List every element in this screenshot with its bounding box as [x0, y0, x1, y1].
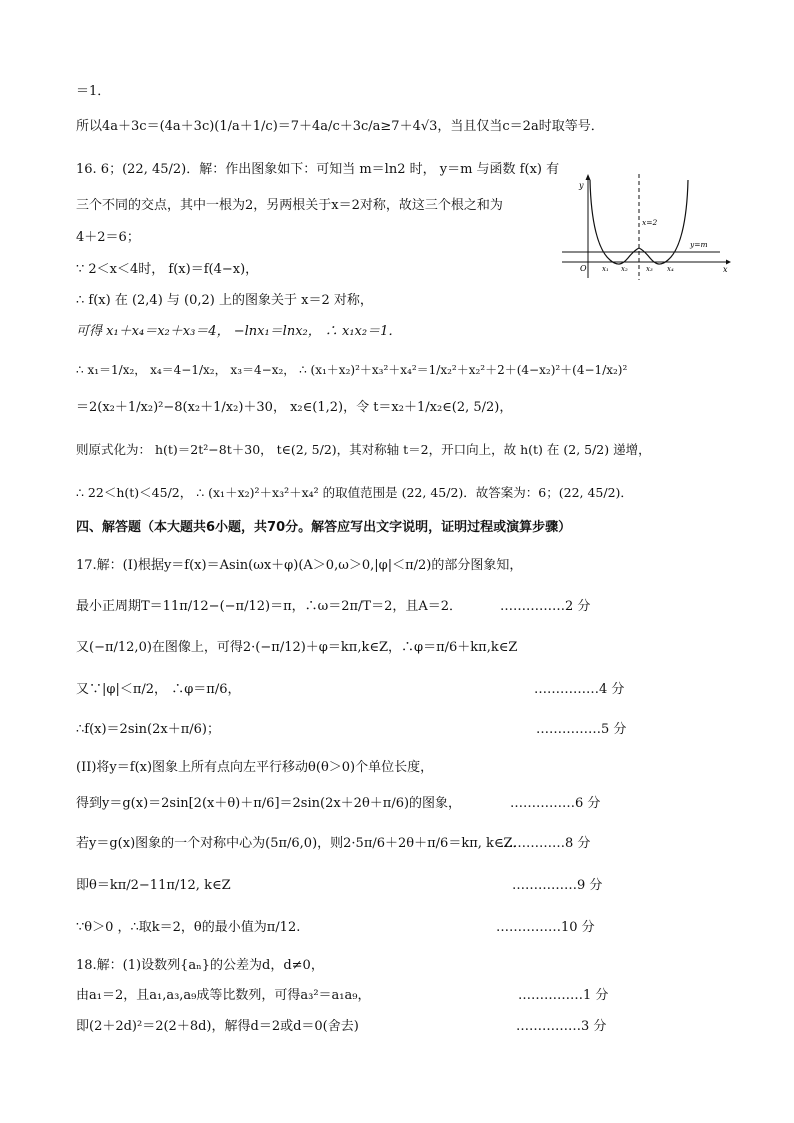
graph-origin-label: O: [580, 264, 587, 273]
line-16: 又(−π/12,0)在图像上，可得2·(−π/12)＋φ＝kπ,k∈Z，∴φ＝π/6＋kπ,k∈Z: [76, 640, 518, 655]
label-x-equals-2: x=2: [642, 218, 658, 227]
score-mark: ……………10 分: [496, 920, 595, 935]
score-mark: ……………8 分: [500, 836, 591, 851]
line-1: ＝1．: [76, 84, 111, 99]
line-2: 所以4a＋3c＝(4a＋3c)(1/a＋1/c)＝7＋4a/c＋3c/a≥7＋4√3，当且仅当c＝2a时取等号．: [76, 119, 604, 134]
score-mark: ……………3 分: [516, 1019, 607, 1034]
label-y-equals-m: y=m: [690, 240, 708, 249]
line-26: 即(2＋2d)²＝2(2＋8d)，解得d＝2或d＝0(舍去): [76, 1019, 359, 1034]
root-label-x1: x₁: [602, 265, 609, 273]
line-19: (II)将y＝f(x)图象上所有点向左平行移动θ(θ＞0)个单位长度，: [76, 760, 434, 775]
line-8: 可得 x₁＋x₄＝x₂＋x₃＝4， −lnx₁＝lnx₂， ∴ x₁x₂＝1．: [76, 324, 402, 339]
root-label-x4: x₄: [667, 265, 674, 273]
problem-18-intro: 18.解：(1)设数列{aₙ}的公差为d，d≠0，: [76, 958, 324, 973]
line-23: ∵θ＞0 ，∴取k＝2，θ的最小值为π/12.: [76, 920, 301, 935]
line-6: ∵ 2＜x＜4时， f(x)＝f(4−x)，: [76, 262, 259, 277]
score-mark: ……………5 分: [536, 722, 627, 737]
line-11: 则原式化为： h(t)＝2t²−8t＋30， t∈(2, 5/2)，其对称轴 t＝2，开口向上，故 h(t) 在 (2, 5/2) 递增，: [76, 442, 651, 457]
line-12: ∴ 22＜h(t)＜45/2， ∴ (x₁＋x₂)²＋x₃²＋x₄² 的取值范围是 (22, 45/2)．故答案为：6；(22, 45/2)．: [76, 485, 633, 500]
score-mark: ……………2 分: [500, 599, 591, 614]
line-18: ∴f(x)＝2sin(2x＋π/6)；: [76, 722, 220, 737]
y-axis-arrow: [586, 174, 591, 180]
line-21: 若y＝g(x)图象的一个对称中心为(5π/6,0)，则2·5π/6＋2θ＋π/6＝kπ, k∈Z．: [76, 836, 526, 851]
root-label-x3: x₃: [646, 265, 653, 273]
line-17: 又∵|φ|＜π/2， ∴φ＝π/6，: [76, 682, 241, 697]
section-heading: 四、解答题（本大题共6小题，共70分。解答应写出文字说明，证明过程或演算步骤）: [76, 520, 572, 535]
problem-17-intro: 17.解：(I)根据y＝f(x)＝Asin(ωx＋φ)(A＞0,ω＞0,|φ|＜π/2)的部分图象知，: [76, 558, 523, 573]
line-4: 三个不同的交点，其中一根为2，另两根关于x＝2对称，故这三个根之和为: [76, 198, 503, 213]
line-25: 由a₁＝2，且a₁,a₃,a₉成等比数列，可得a₃²＝a₁a₉，: [76, 988, 371, 1003]
line-10: ＝2(x₂＋1/x₂)²−8(x₂＋1/x₂)＋30， x₂∈(1,2)，令 t＝x₂＋1/x₂∈(2, 5/2)，: [76, 400, 513, 415]
problem-16-answer: 16. 6；(22, 45/2)．解：作出图象如下：可知当 m＝ln2 时， y＝m 与函数 f(x) 有: [76, 162, 560, 177]
line-5: 4＋2＝6；: [76, 230, 140, 245]
line-20: 得到y＝g(x)＝2sin[2(x＋θ)＋π/6]＝2sin(2x＋2θ＋π/6)的图象，: [76, 796, 462, 811]
score-mark: ……………4 分: [534, 682, 625, 697]
graph-x-label: x: [723, 265, 728, 274]
line-7: ∴ f(x) 在 (2,4) 与 (0,2) 上的图象关于 x＝2 对称，: [76, 293, 373, 308]
score-mark: ……………9 分: [512, 878, 603, 893]
root-label-x2: x₂: [621, 265, 628, 273]
line-22: 即θ＝kπ/2−11π/12, k∈Z: [76, 878, 231, 893]
score-mark: ……………1 分: [518, 988, 609, 1003]
score-mark: ……………6 分: [510, 796, 601, 811]
line-9: ∴ x₁＝1/x₂， x₄＝4−1/x₂， x₃＝4−x₂， ∴ (x₁＋x₂)²＋x₃²＋x₄²＝1/x₂²＋x₂²＋2＋(4−x₂)²＋(4−1/x₂)²: [76, 363, 628, 377]
x-axis-arrow: [726, 260, 731, 265]
line-15: 最小正周期T＝11π/12−(−π/12)＝π，∴ω＝2π/T＝2，且A＝2．: [76, 599, 463, 614]
graph-y-label: y: [579, 181, 584, 190]
function-graph: [560, 172, 732, 280]
